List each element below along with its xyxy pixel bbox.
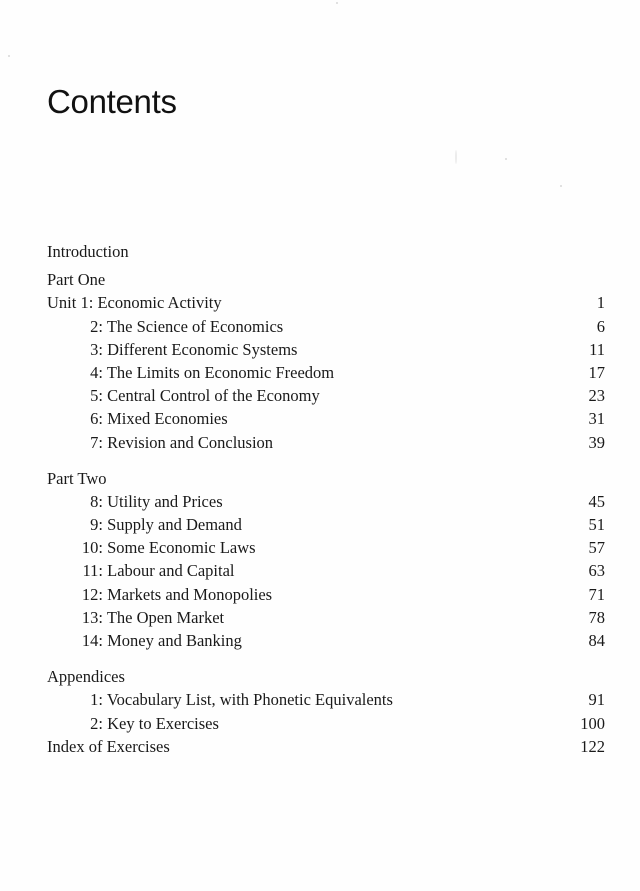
page-number: 91 [588,690,605,710]
page-number: 100 [580,713,605,733]
section-heading: Part Two [47,468,107,488]
toc-entry [47,688,605,711]
unit-title: Utility and Prices [107,491,223,511]
page-number: 11 [589,339,605,359]
unit-title: The Science of Economics [106,316,284,336]
page-number: 17 [588,362,605,382]
page-number: 122 [580,736,605,756]
appendix-number: 2: [90,713,103,733]
toc-entry [47,712,605,735]
appendix-number: 1: [90,690,103,710]
unit-number: 11: [82,561,103,581]
toc-entry [47,407,605,430]
unit-number: 3: [90,339,103,359]
section-heading-part-two [47,467,605,490]
scan-speck [505,158,507,160]
page-number: 71 [588,584,605,604]
unit-number: 12: [81,584,103,604]
unit-number: 1: [80,293,94,313]
unit-number: 9: [90,515,103,535]
toc-entry-introduction [47,240,605,263]
unit-title: Revision and Conclusion [107,432,274,452]
appendix-title: Key to Exercises [107,713,219,733]
toc-entry [47,536,605,559]
unit-title: Different Economic Systems [107,339,298,359]
appendix-title: Vocabulary List, with Phonetic Equivalents [106,690,393,710]
toc-entry [47,315,605,338]
toc-entry [47,431,605,454]
unit-number: 4: [90,362,103,382]
scan-speck [8,55,10,57]
toc-entry [47,291,605,314]
unit-title: Central Control of the Economy [107,386,320,406]
unit-number: 2: [90,316,103,336]
toc-entry-index [47,735,605,758]
unit-title: Labour and Capital [107,561,235,581]
toc-entry [47,338,605,361]
unit-title: Supply and Demand [107,515,242,535]
unit-number: 13: [81,607,103,627]
page-number: 31 [588,409,605,429]
unit-number: 8: [90,491,103,511]
page-number: 45 [588,491,605,511]
page-number: 84 [588,631,605,650]
page-number: 23 [588,386,605,406]
unit-number: 7: [90,432,103,452]
toc-entry [47,490,605,513]
scan-speck [560,185,562,187]
toc-entry [47,583,605,606]
toc-entry [47,629,605,652]
toc-entry [47,361,605,384]
table-of-contents [47,240,605,758]
section-heading: Appendices [47,667,125,687]
toc-entry [47,513,605,536]
unit-number: 14: [81,631,103,650]
unit-title: Money and Banking [107,631,242,650]
page-number: 57 [588,538,605,558]
unit-title: The Limits on Economic Freedom [106,362,335,382]
scan-speck [336,2,338,4]
page-number: 1 [596,293,605,313]
section-heading: Part One [47,270,106,290]
page-number: 78 [588,607,605,627]
page-title: Contents [47,83,177,120]
unit-title: Economic Activity [97,293,222,313]
unit-title: Some Economic Laws [107,538,256,558]
toc-entry-title: Index of Exercises [47,736,170,756]
unit-number: 5: [90,386,103,406]
page-number: 63 [588,561,605,581]
unit-title: Markets and Monopolies [107,584,273,604]
section-heading-part-one [47,268,605,291]
unit-title: The Open Market [106,607,225,627]
toc-entry [47,559,605,582]
unit-number: 6: [90,409,103,429]
page-number: 39 [588,432,605,452]
unit-title: Mixed Economies [107,409,228,429]
unit-number: 10: [81,538,103,558]
section-heading-appendices [47,665,605,688]
toc-entry [47,606,605,629]
toc-entry-title: Introduction [47,242,129,261]
toc-entry [47,384,605,407]
page-number: 6 [596,316,605,336]
scan-speck [455,150,457,164]
unit-prefix: Unit [47,293,77,313]
page-number: 51 [588,515,605,535]
